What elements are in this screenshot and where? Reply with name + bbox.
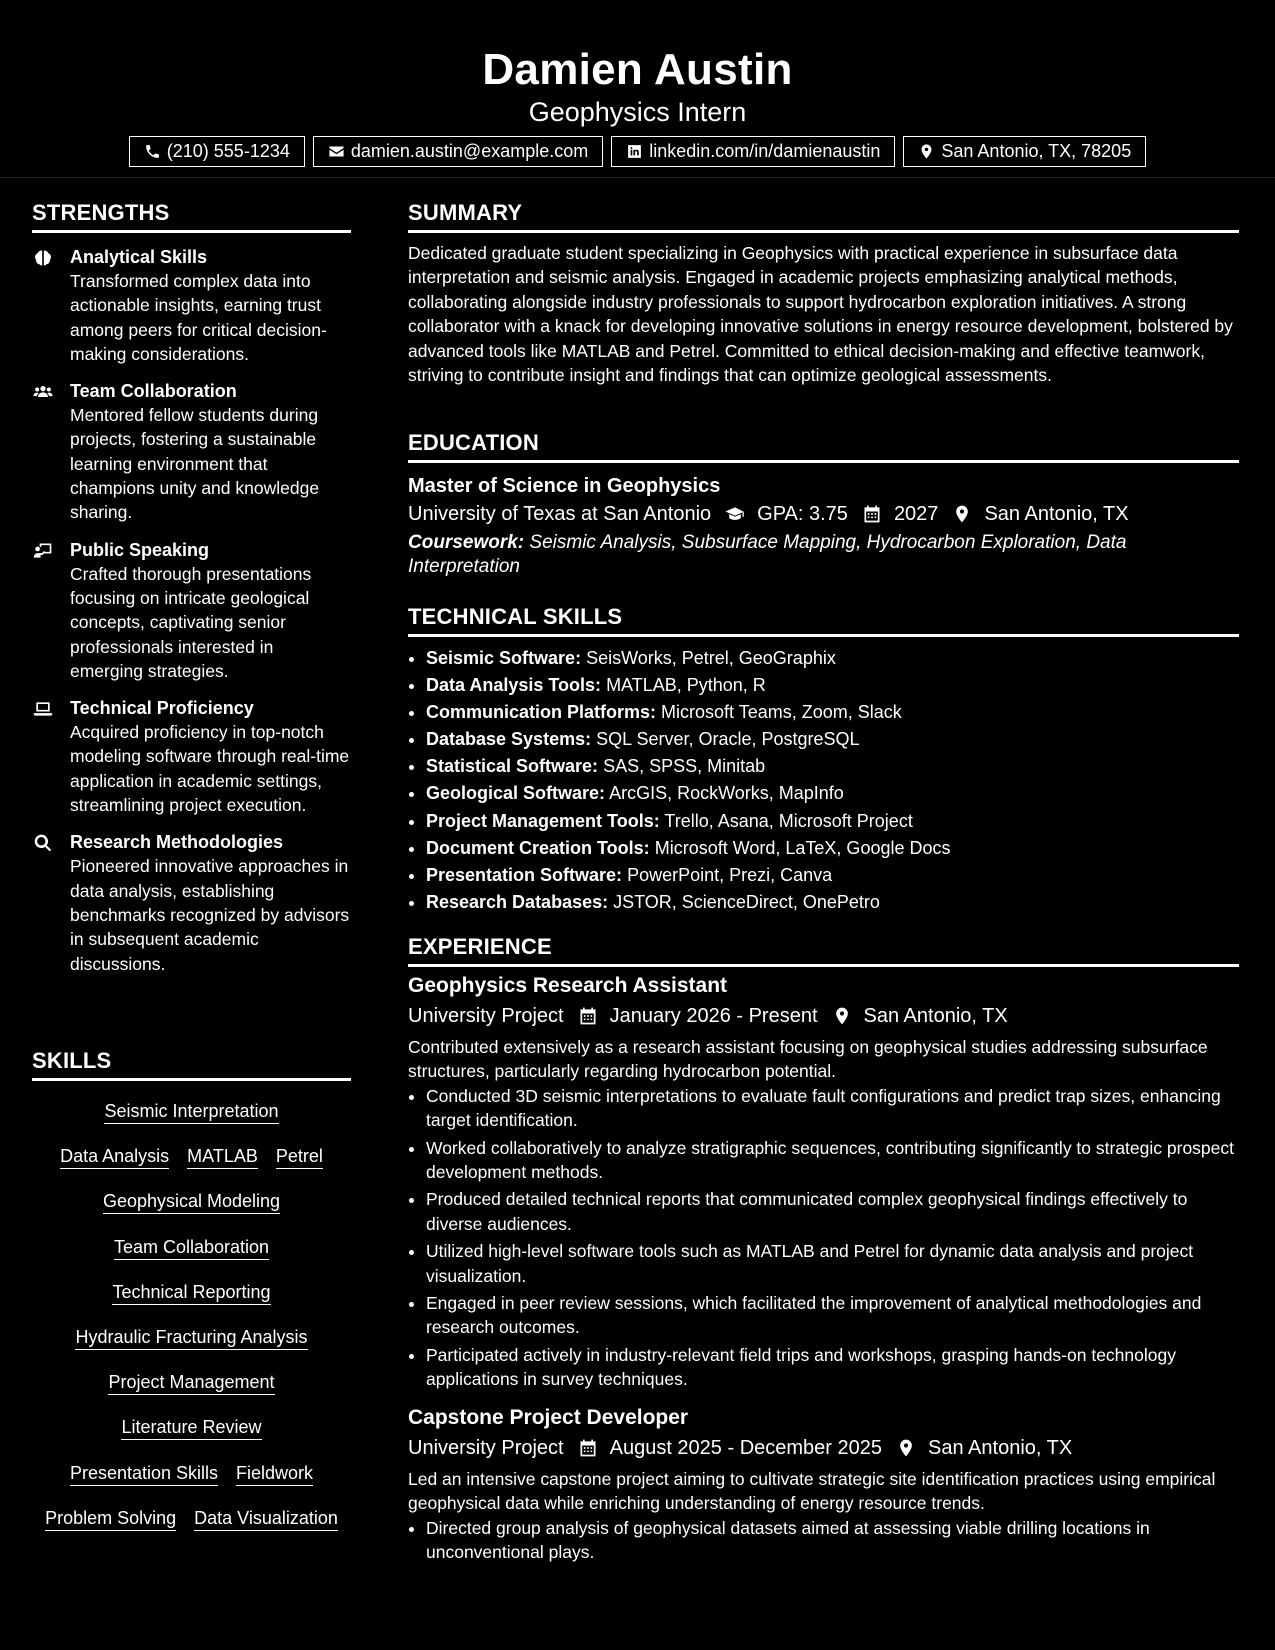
coursework (408, 531, 1239, 579)
search-icon (32, 833, 54, 853)
tech-skill-label: Statistical Software: (426, 756, 599, 777)
graduation-year: 2027 (893, 503, 939, 525)
strength-title: Team Collaboration (70, 381, 237, 402)
education-heading: EDUCATION (408, 426, 1239, 463)
calendar-icon (578, 1438, 598, 1458)
calendar-icon (578, 1006, 598, 1026)
contact-linkedin[interactable] (611, 136, 895, 167)
job-title: Geophysics Research Assistant (408, 974, 728, 997)
job-bullet: • Worked collaboratively to analyze stratigraphic sequences, contributing significantly to strategic prospect development methods. (426, 1136, 1239, 1185)
tech-skill-value: SAS, SPSS, Minitab (603, 756, 766, 777)
phone-icon (144, 143, 161, 160)
school-name: University of Texas at San Antonio (408, 503, 712, 525)
tech-skill-label: Communication Platforms: (426, 702, 657, 723)
tech-skill-label: Geological Software: (426, 783, 606, 804)
strength-item (32, 538, 351, 683)
strength-item (32, 830, 351, 975)
job-bullet: • Utilized high-level software tools such as MATLAB and Petrel for dynamic data analysis and project visualization. (426, 1239, 1239, 1288)
skill-tag: Presentation Skills (70, 1461, 218, 1486)
job-org: University Project (408, 1436, 564, 1459)
coursework-label: Coursework: (408, 532, 525, 553)
experience-section (408, 930, 1239, 1567)
strength-desc: Mentored fellow students during projects, fostering a sustainable learning environment that champions unity and knowledge sharing. (70, 405, 320, 523)
candidate-title: Geophysics Intern (528, 97, 747, 127)
job-description: Led an intensive capstone project aiming to cultivate strategic site identification practices using empirical geophysical data while enriching understanding of energy resource trends. (408, 1468, 1216, 1514)
contact-email-text: damien.austin@example.com (350, 141, 589, 161)
contact-phone[interactable] (129, 136, 305, 167)
job-meta (408, 1433, 1239, 1463)
tech-skill-item (426, 645, 1239, 672)
coursework-list: Seismic Analysis, Subsurface Mapping, Hydrocarbon Exploration, Data Interpretation (408, 532, 1127, 577)
school-location: San Antonio, TX (984, 503, 1129, 525)
job-bullet: • Conducted 3D seismic interpretations to evaluate fault configurations and predict trap sizes, enhancing target identification. (426, 1084, 1239, 1133)
tech-skill-value: JSTOR, ScienceDirect, OnePetro (613, 891, 880, 912)
skill-tag: Data Analysis (60, 1144, 169, 1169)
skill-tag: MATLAB (187, 1144, 258, 1169)
map-pin-icon (918, 143, 935, 160)
job-bullet: • Directed group analysis of geophysical datasets aimed at assessing viable drilling locations in unconventional plays. (426, 1516, 1239, 1565)
skill-tag: Fieldwork (236, 1461, 313, 1486)
tech-skill-item (426, 780, 1239, 807)
left-column (32, 196, 351, 1528)
job-bullet: • Produced detailed technical reports that communicated complex geophysical findings effectively to diverse audiences. (426, 1187, 1239, 1236)
job-bullet: • Participated actively in industry-relevant field trips and workshops, grasping hands-on technology applications in survey techniques. (426, 1343, 1239, 1392)
tech-skill-label: Presentation Software: (426, 864, 623, 885)
technical-skills-section (408, 600, 1239, 916)
job-location: San Antonio, TX (863, 1005, 1008, 1027)
tech-skill-item (426, 835, 1239, 862)
contact-location[interactable] (903, 136, 1146, 167)
tech-skill-item (426, 726, 1239, 753)
job-title: Capstone Project Developer (408, 1405, 689, 1429)
right-column (408, 196, 1239, 1562)
strength-title: Analytical Skills (70, 247, 208, 267)
summary-text: Dedicated graduate student specializing in Geophysics with practical experience in subsurface data interpretation and seismic analysis. Engaged in academic projects emphasizing analytical methods, collaborating alongside industry professionals to support hydrocarbon exploration initiatives. A strong collaborator with a knack for developing innovative solutions in energy resource development, bolstered by advanced tools like MATLAB and Petrel. Committed to ethical decision-making and effective teamwork, striving to contribute insight and findings that can optimize geological assessments. (408, 243, 1233, 386)
contact-phone-text: (210) 555-1234 (166, 141, 290, 161)
tech-skill-label: Database Systems: (426, 729, 592, 750)
contact-email[interactable] (313, 136, 603, 167)
strength-desc: Transformed complex data into actionable insights, earning trust among peers for critical decision-making considerations. (70, 271, 327, 364)
skill-tag: Data Visualization (194, 1506, 338, 1531)
skills-section (32, 1044, 351, 1541)
tech-skill-value: Microsoft Word, LaTeX, Google Docs (654, 837, 951, 858)
contact-bar (0, 136, 1275, 167)
tech-skill-label: Document Creation Tools: (426, 837, 650, 858)
job-entry (408, 971, 1239, 1392)
tech-skill-value: SQL Server, Oracle, PostgreSQL (596, 729, 860, 750)
degree-title: Master of Science in Geophysics (408, 475, 721, 497)
tech-skill-value: PowerPoint, Prezi, Canva (627, 864, 833, 885)
tech-skill-label: Data Analysis Tools: (426, 675, 602, 696)
strengths-heading: STRENGTHS (32, 196, 351, 233)
tech-skill-label: Research Databases: (426, 891, 609, 912)
map-pin-icon (896, 1438, 916, 1458)
strength-title: Technical Proficiency (70, 698, 254, 719)
tech-skill-value: Trello, Asana, Microsoft Project (664, 810, 913, 831)
technical-skills-heading: TECHNICAL SKILLS (408, 600, 1239, 637)
job-entry (408, 1403, 1239, 1565)
strength-desc: Pioneered innovative approaches in data analysis, establishing benchmarks recognized by advisors in subsequent academic discussions. (70, 856, 350, 974)
tech-skill-item (426, 753, 1239, 780)
skill-tag: Seismic Interpretation (104, 1099, 278, 1124)
strength-title: Public Speaking (70, 539, 210, 560)
strength-desc: Crafted thorough presentations focusing on intricate geological concepts, captivating senior professionals interested in emerging strategies. (70, 563, 312, 681)
tech-skill-item (426, 862, 1239, 889)
job-dates: August 2025 - December 2025 (609, 1436, 883, 1459)
skill-tag: Team Collaboration (114, 1235, 269, 1260)
strength-title: Research Methodologies (70, 832, 284, 853)
contact-location-text: San Antonio, TX, 78205 (941, 141, 1132, 161)
job-description: Contributed extensively as a research assistant focusing on geophysical studies addressing subsurface structures, particularly regarding hydrocarbon potential. (408, 1037, 1208, 1082)
education-section (408, 426, 1239, 579)
skill-tag: Literature Review (121, 1415, 261, 1440)
skill-tag: Hydraulic Fracturing Analysis (75, 1325, 307, 1350)
summary-heading: SUMMARY (408, 196, 1239, 233)
brain-icon (32, 248, 54, 268)
map-pin-icon (952, 504, 972, 524)
tech-skill-item (426, 672, 1239, 699)
strengths-section (32, 196, 351, 976)
skill-tag: Geophysical Modeling (103, 1189, 280, 1214)
job-org: University Project (408, 1005, 564, 1027)
job-meta (408, 1001, 1239, 1031)
experience-heading: EXPERIENCE (408, 930, 1239, 967)
skill-tag: Problem Solving (45, 1506, 176, 1531)
tech-skill-value: ArcGIS, RockWorks, MapInfo (609, 783, 844, 804)
tech-skill-item (426, 889, 1239, 916)
tech-skill-label: Project Management Tools: (426, 810, 660, 831)
tech-skill-value: Microsoft Teams, Zoom, Slack (661, 702, 902, 723)
tech-skill-value: SeisWorks, Petrel, GeoGraphix (586, 648, 836, 668)
candidate-name: Damien Austin (482, 45, 793, 94)
skill-tag: Project Management (108, 1370, 274, 1395)
skill-tag: Petrel (276, 1144, 323, 1169)
strength-item (32, 245, 351, 366)
tech-skill-label: Seismic Software: (426, 648, 582, 668)
gpa: GPA: 3.75 (757, 503, 848, 525)
skill-tag: Technical Reporting (112, 1280, 270, 1305)
envelope-icon (328, 143, 345, 160)
strength-item (32, 379, 351, 524)
strength-desc: Acquired proficiency in top-notch modeling software through real-time application in academic settings, streamlining project execution. (70, 722, 350, 816)
tech-skill-item (426, 808, 1239, 835)
contact-linkedin-text: linkedin.com/in/damienaustin (649, 141, 881, 161)
resume-header (0, 0, 1275, 178)
summary-section (408, 196, 1239, 387)
calendar-icon (862, 504, 882, 524)
education-meta (408, 499, 1239, 529)
graduation-cap-icon (725, 504, 745, 524)
linkedin-icon (626, 143, 643, 160)
tech-skill-item (426, 699, 1239, 726)
map-pin-icon (832, 1006, 852, 1026)
laptop-icon (32, 699, 54, 719)
tech-skill-value: MATLAB, Python, R (606, 675, 766, 696)
job-dates: January 2026 - Present (609, 1005, 818, 1027)
job-bullet: • Engaged in peer review sessions, which facilitated the improvement of analytical methodologies and research outcomes. (426, 1291, 1239, 1340)
users-icon (32, 382, 54, 402)
skills-heading: SKILLS (32, 1044, 351, 1081)
job-location: San Antonio, TX (928, 1436, 1073, 1459)
presenter-icon (32, 541, 54, 561)
strength-item (32, 696, 351, 817)
